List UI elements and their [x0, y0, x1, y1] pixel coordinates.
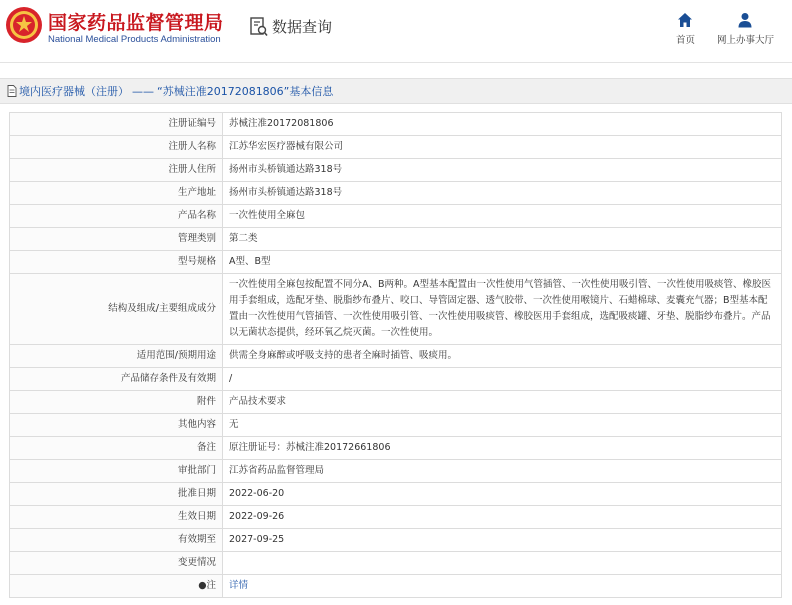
field-value: 扬州市头桥镇通达路318号: [223, 182, 782, 205]
field-value: 一次性使用全麻包按配置不同分A、B两种。A型基本配置由一次性使用气管插管、一次性使用吸引管、一次性使用吸痰管、橡胶医用手套组成，选配牙垫、脱脂纱布叠片、咬口、导管固定器、透气胶带、一次性使用喉镜片、石蜡棉球、麦囊充气器；B型基本配置由一次性使用气管插管、一次性使用吸引管、一次性使用吸痰管、橡胶医用手套组成，选配吸痰罐、牙垫、脱脂纱布叠片。产品以无菌状态提供，经环氧乙烷灭菌。一次性使用。: [223, 274, 782, 345]
table-row: [10, 251, 782, 274]
field-value: [223, 575, 782, 598]
field-label: 备注: [10, 437, 223, 460]
table-row: [10, 113, 782, 136]
field-label: 批准日期: [10, 483, 223, 506]
field-label: 生产地址: [10, 182, 223, 205]
field-value: 江苏省药品监督管理局: [223, 460, 782, 483]
table-row: [10, 228, 782, 251]
nav-online-hall-label: 网上办事大厅: [716, 35, 774, 46]
table-row: [10, 506, 782, 529]
field-label: 其他内容: [10, 414, 223, 437]
nav-home[interactable]: [676, 12, 695, 46]
document-search-icon: [250, 17, 268, 37]
field-label: 审批部门: [10, 460, 223, 483]
user-icon: [737, 12, 753, 28]
breadcrumb-title: “苏械注准20172081806”基本信息: [157, 85, 334, 98]
field-label: 管理类别: [10, 228, 223, 251]
document-icon: [7, 85, 17, 97]
nav-home-label: 首页: [675, 35, 695, 46]
table-row: [10, 483, 782, 506]
table-row: [10, 345, 782, 368]
field-label: 注册人名称: [10, 136, 223, 159]
field-value: 2022-06-20: [223, 483, 782, 506]
data-query-label: 数据查询: [272, 18, 333, 36]
field-value: 扬州市头桥镇通达路318号: [223, 159, 782, 182]
field-value: 江苏华宏医疗器械有限公司: [223, 136, 782, 159]
table-row: [10, 529, 782, 552]
table-row: [10, 391, 782, 414]
breadcrumb-separator: ——: [132, 84, 154, 98]
nav-online-hall[interactable]: [717, 12, 774, 46]
field-label: 注册人住所: [10, 159, 223, 182]
breadcrumb: [0, 78, 792, 104]
field-value: A型、B型: [223, 251, 782, 274]
note-marker-icon: ●: [198, 580, 207, 591]
registration-info-table: [9, 112, 782, 598]
field-label: 生效日期: [10, 506, 223, 529]
table-row: [10, 414, 782, 437]
table-row: [10, 136, 782, 159]
field-value: [223, 552, 782, 575]
nmpa-logo-icon: [4, 5, 44, 45]
field-value: 原注册证号：苏械注准20172661806: [223, 437, 782, 460]
field-value: 产品技术要求: [223, 391, 782, 414]
detail-link[interactable]: 详情: [229, 580, 249, 591]
table-row: [10, 552, 782, 575]
breadcrumb-category-link[interactable]: 境内医疗器械（注册）: [19, 85, 129, 98]
field-label-note: [10, 575, 223, 598]
field-value: 第二类: [223, 228, 782, 251]
table-row: [10, 159, 782, 182]
field-label: 产品名称: [10, 205, 223, 228]
site-header: [0, 0, 792, 63]
field-label: 注册证编号: [10, 113, 223, 136]
field-label: 产品储存条件及有效期: [10, 368, 223, 391]
field-value: 一次性使用全麻包: [223, 205, 782, 228]
note-label: 注: [206, 580, 216, 591]
data-query-link[interactable]: [250, 16, 332, 37]
field-label: 型号规格: [10, 251, 223, 274]
field-value: 2022-09-26: [223, 506, 782, 529]
brand-subtitle: National Medical Products Administration: [48, 34, 221, 45]
field-label: 有效期至: [10, 529, 223, 552]
field-value: 2027-09-25: [223, 529, 782, 552]
home-icon: [677, 12, 693, 28]
table-row: [10, 205, 782, 228]
table-row: [10, 437, 782, 460]
field-label: 结构及组成/主要组成成分: [10, 274, 223, 345]
top-nav: [654, 12, 774, 46]
field-label: 适用范围/预期用途: [10, 345, 223, 368]
table-row: [10, 460, 782, 483]
field-label: 附件: [10, 391, 223, 414]
field-value: 供需全身麻醉或呼吸支持的患者全麻时插管、吸痰用。: [223, 345, 782, 368]
brand-title: 国家药品监督管理局: [48, 12, 224, 34]
field-value: 无: [223, 414, 782, 437]
table-row: [10, 274, 782, 345]
field-label: 变更情况: [10, 552, 223, 575]
field-value: /: [223, 368, 782, 391]
table-row: [10, 575, 782, 598]
table-row: [10, 368, 782, 391]
table-row: [10, 182, 782, 205]
field-value: 苏械注准20172081806: [223, 113, 782, 136]
